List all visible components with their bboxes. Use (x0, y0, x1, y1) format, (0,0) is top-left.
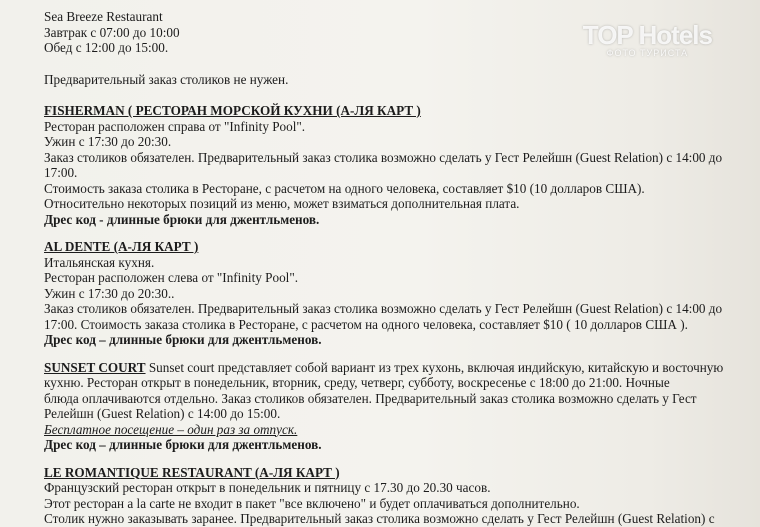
fisherman-reservation: Заказ столиков обязателен. Предварительный заказ столика возможно сделать у Гест Релейшн (Guest Relation) с 14:00 до (44, 149, 723, 165)
sunset-free-visit: Бесплатное посещение – один раз за отпуск. (44, 421, 298, 437)
fisherman-section (44, 103, 754, 227)
aldente-cost: 17:00. Стоимость заказа столика в Ресторане, с расчетом на одного человека, составляет $10 ( 10 долларов США ). (44, 316, 688, 332)
fisherman-dinner-hours: Ужин с 17:30 до 20:30. (44, 134, 172, 149)
sunset-description: Sunset court представляет собой вариант из трех кухонь, включая индийскую, китайскую и восточную (145, 359, 724, 375)
sunset-reservation: блюда оплачиваются отдельно. Заказ столиков обязателен. Предварительный заказ столика возможно сделать у Гест (44, 390, 697, 406)
fisherman-reservation-cont: 17:00. (44, 165, 78, 180)
romantique-section (44, 465, 754, 527)
sunset-dress-code: Дрес код – длинные брюки для джентльменов. (44, 437, 322, 452)
fisherman-cost: Стоимость заказа столика в Ресторане, с расчетом на одного человека, составляет $10 (10 долларов США). (44, 180, 645, 196)
fisherman-heading: FISHERMAN ( РЕСТОРАН МОРСКОЙ КУХНИ (А-ЛЯ КАРТ ) (44, 103, 421, 118)
sunset-section (44, 360, 754, 453)
aldente-section (44, 239, 754, 348)
reservation-note: Предварительный заказ столиков не нужен. (44, 71, 289, 87)
breakfast-hours: Завтрак с 07:00 до 10:00 (44, 24, 180, 40)
sea-breeze-section (44, 9, 754, 87)
aldente-cuisine: Итальянская кухня. (44, 254, 155, 270)
romantique-opening-days: Французский ресторан открыт в понедельник и пятницу с 17.30 до 20.30 часов. (44, 480, 491, 495)
watermark-logo: TOP Hotels (582, 20, 712, 50)
romantique-extra-payment: Этот ресторан а la carte не входит в пакет "все включено" и будет оплачиваться дополнительно. (44, 495, 580, 511)
fisherman-dress-code: Дрес код - длинные брюки для джентльменов. (44, 211, 320, 227)
sunset-heading: SUNSET COURT (44, 359, 146, 375)
sunset-intro-line (44, 360, 754, 376)
fisherman-extra-charge: Относительно некоторых позиций из меню, может взиматься дополнительная плата. (44, 196, 520, 211)
sunset-reservation-hours: Релейшн (Guest Relation) с 14:00 до 15:00. (44, 406, 281, 421)
lunch-hours: Обед с 12:00 до 15:00. (44, 40, 169, 55)
watermark-subtitle: ФОТО ТУРИСТА (606, 48, 689, 58)
sunset-opening-days: кухню. Ресторан открыт в понедельник, вторник, среду, четверг, субботу, воскресенье с 18:00 до 21:00. Ночные (44, 375, 670, 390)
sea-breeze-title: Sea Breeze Restaurant (44, 9, 163, 24)
romantique-reservation: Столик нужно заказывать заранее. Предварительный заказ столика возможно сделать у Гест Релейшн (Guest Relation) с (44, 511, 715, 526)
fisherman-location: Ресторан расположен справа от "Infinity Pool". (44, 118, 306, 134)
aldente-dress-code: Дрес код – длинные брюки для джентльменов. (44, 332, 322, 347)
aldente-location: Ресторан расположен слева от "Infinity Pool". (44, 270, 299, 285)
aldente-heading: AL DENTE (А-ЛЯ КАРТ ) (44, 239, 199, 254)
aldente-reservation: Заказ столиков обязателен. Предварительный заказ столика возможно сделать у Гест Релейшн (Guest Relation) с 14:00 до (44, 301, 723, 316)
restaurant-info-document (44, 9, 754, 527)
romantique-heading: LE ROMANTIQUE RESTAURANT (А-ЛЯ КАРТ ) (44, 464, 340, 480)
aldente-dinner-hours: Ужин с 17:30 до 20:30.. (44, 285, 175, 301)
